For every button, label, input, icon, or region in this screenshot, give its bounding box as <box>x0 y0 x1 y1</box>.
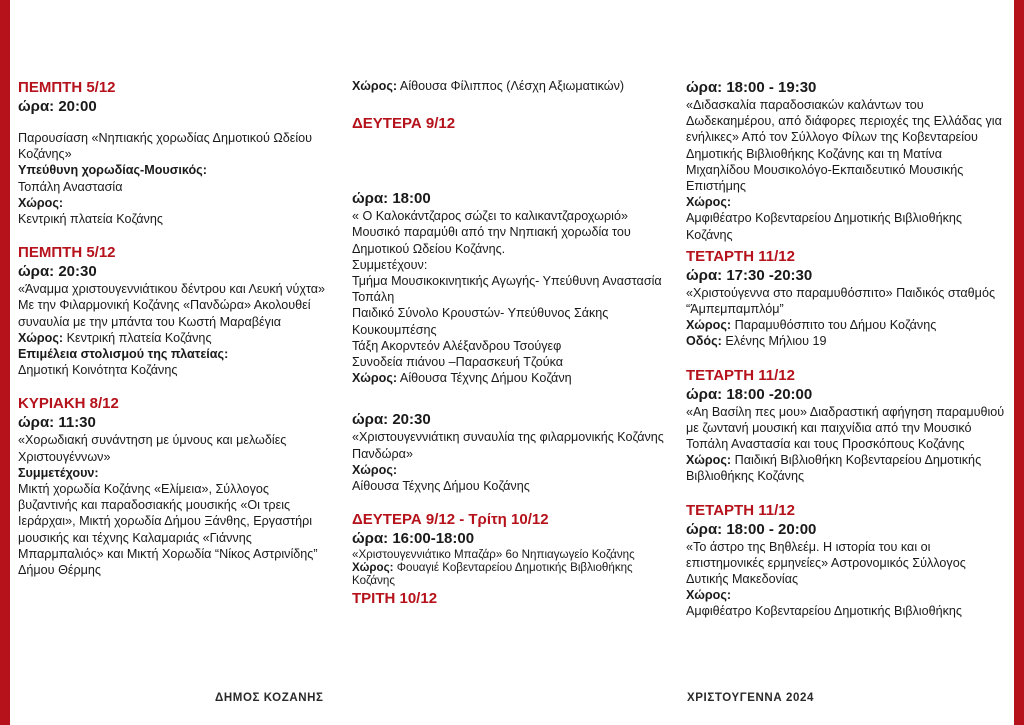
venue-line <box>352 561 670 587</box>
address-value: Ελένης Μήλιου 19 <box>721 334 827 349</box>
event-description: «Το άστρο της Βηθλεέμ. Η ιστορία του και οι επιστημονικές ερμηνείες» Αστρονομικός Σύλλογος Δυτικής Μακεδονίας <box>686 539 966 587</box>
event-time: ώρα: 20:00 <box>18 98 97 115</box>
venue-label: Χώρος: <box>686 588 732 603</box>
event-day: ΤΕΤΑΡΤΗ 11/12 <box>686 501 795 519</box>
venue-label: Χώρος: <box>18 195 64 210</box>
venue-label: Χώρος: <box>686 318 732 333</box>
column-2 <box>352 78 670 608</box>
venue-line <box>686 452 1008 484</box>
venue-line <box>686 317 1008 333</box>
venue-value: Αίθουσα Τέχνης Δήμου Κοζάνη <box>397 371 572 386</box>
field-value: Δημοτική Κοινότητα Κοζάνης <box>18 363 178 378</box>
event-day: ΤΡΙΤΗ 10/12 <box>352 590 438 608</box>
venue-line <box>352 370 670 386</box>
participant: Παιδικό Σύνολο Κρουστών- Υπεύθυνος Σάκης Κουκουμπέσης <box>352 306 609 337</box>
event-time: ώρα: 16:00-18:00 <box>352 530 475 548</box>
venue-label: Χώρος: <box>352 462 398 477</box>
footer-title: ΧΡΙΣΤΟΥΓΕΝΝΑ 2024 <box>687 692 815 704</box>
venue-value: Αμφιθέατρο Κοβενταρείου Δημοτικής Βιβλιοθήκης Κοζάνης <box>686 211 962 242</box>
event-time: ώρα: 20:30 <box>18 263 97 281</box>
event-time: ώρα: 18:00 - 20:00 <box>686 520 817 538</box>
event-description: «Άναμμα χριστουγεννιάτικου δέντρου και Λευκή νύχτα» Με την Φιλαρμονική Κοζάνης «Πανδώρα» Ακολουθεί συναυλία με την μπάντα του Κωστή Μαραβέγια <box>18 282 326 329</box>
event-time: ώρα: 20:30 <box>352 411 431 429</box>
participant: Συνοδεία πιάνου –Παρασκευή Τζούκα <box>352 355 564 370</box>
venue-value: Κεντρική πλατεία Κοζάνης <box>18 212 163 227</box>
venue-label: Χώρος: <box>352 371 398 386</box>
event-description: «Χορωδιακή συνάντηση με ύμνους και μελωδίες Χριστουγέννων» <box>18 433 287 464</box>
venue-line <box>18 330 330 346</box>
event-description: «Χριστούγεννα στο παραμυθόσπιτο» Παιδικός σταθμός “Άμπεμπαμπλόμ” <box>686 285 996 317</box>
event-time: ώρα: 11:30 <box>18 414 96 432</box>
event-day: ΠΕΜΠΤΗ 5/12 <box>18 244 116 262</box>
event-description: «Χριστουγεννιάτικο Μπαζάρ» 6ο Νηπιαγωγείο Κοζάνης <box>352 548 635 562</box>
venue-value: Φουαγιέ Κοβενταρείου Δημοτικής Βιβλιοθήκης Κοζάνης <box>352 561 633 588</box>
left-border <box>0 0 10 725</box>
column-3 <box>686 78 1008 620</box>
event-day: ΚΥΡΙΑΚΗ 8/12 <box>18 395 119 413</box>
event-description: «Αη Βασίλη πες μου» Διαδραστική αφήγηση παραμυθιού με ζωντανή μουσική και παιχνίδια από την Μουσικό Τοπάλη Αναστασία και τους Προσκόπους Κοζάνης <box>686 404 1005 452</box>
venue-label: Χώρος: <box>352 561 394 575</box>
venue-label: Χώρος: <box>18 330 64 345</box>
venue-value: Παραμυθόσπιτο του Δήμου Κοζάνης <box>731 318 937 333</box>
venue-value: Παιδική Βιβλιοθήκη Κοβενταρείου Δημοτικής Βιβλιοθήκης Κοζάνης <box>686 453 982 484</box>
event-time: ώρα: 18:00 -20:00 <box>686 385 813 403</box>
event-time: ώρα: 18:00 <box>352 190 431 208</box>
event-time: ώρα: 17:30 -20:30 <box>686 266 813 284</box>
event-description: «Χριστουγεννιάτικη συναυλία της φιλαρμονικής Κοζάνης Πανδώρα» <box>352 430 664 461</box>
venue-value: Κεντρική πλατεία Κοζάνης <box>63 330 212 345</box>
field-label: Υπεύθυνη χορωδίας-Μουσικός: <box>18 163 207 178</box>
venue-value: Αμφιθέατρο Κοβενταρείου Δημοτικής Βιβλιοθήκης <box>686 604 962 619</box>
venue-label: Χώρος: <box>686 195 732 210</box>
venue-value: Αίθουσα Φίλιππος (Λέσχη Αξιωματικών) <box>397 79 625 93</box>
field-label: Επιμέλεια στολισμού της πλατείας: <box>18 347 229 362</box>
participants-value: Μικτή χορωδία Κοζάνης «Ελίμεια», Σύλλογος βυζαντινής και παραδοσιακής μουσικής «Οι τρεις Ιεράρχαι», Μικτή χορωδία Δήμου Ξάνθης, Εργαστήρι μουσικής και τέχνης Καλαμαριάς «Γιάννης Μπαρμπαλιός» και Μικτή Χορωδία “Νίκος Αστρινίδης” Δήμου Θέρμης <box>18 482 318 578</box>
event-time: ώρα: 18:00 - 19:30 <box>686 79 817 96</box>
venue-label: Χώρος: <box>352 79 398 93</box>
event-day: ΔΕΥΤΕΡΑ 9/12 - Τρίτη 10/12 <box>352 511 549 529</box>
event-day: ΤΕΤΑΡΤΗ 11/12 <box>686 366 795 384</box>
event-description: Παρουσίαση «Νηπιακής χορωδίας Δημοτικού Ωδείου Κοζάνης» <box>18 131 313 162</box>
column-1 <box>18 78 330 578</box>
right-border <box>1014 0 1024 725</box>
event-description: «Διδασκαλία παραδοσιακών καλάντων του Δωδεκαημέρου, από διάφορες περιοχές της Ελλάδας για ενήλικες» Από τον Σύλλογο Φίλων της Κοβενταρείου Δημοτικής Βιβλιοθήκης Κοζάνης και τη Ματίνα Μιχαηλίδου Μουσικολόγο-Εκπαιδευτικό Μουσικής Επιστήμης <box>686 98 1002 194</box>
participant: Τάξη Ακορντεόν Αλέξανδρου Τσούγεφ <box>352 338 562 353</box>
event-day: ΠΕΜΠΤΗ 5/12 <box>18 79 116 96</box>
participant: Τμήμα Μουσικοκινητικής Αγωγής- Υπεύθυνη Αναστασία Τοπάλη <box>352 274 662 305</box>
participants-label: Συμμετέχουν: <box>352 257 428 272</box>
event-day: ΔΕΥΤΕΡΑ 9/12 <box>352 115 456 133</box>
footer-municipality: ΔΗΜΟΣ ΚΟΖΑΝΗΣ <box>215 692 324 704</box>
field-value: Τοπάλη Αναστασία <box>18 179 123 194</box>
event-description: « Ο Καλοκάντζαρος σώζει το καλικαντζαροχωριό» Μουσικό παραμύθι από την Νηπιακή χορωδία του Δημοτικού Ωδείου Κοζάνης. <box>352 209 631 256</box>
event-day: ΤΕΤΑΡΤΗ 11/12 <box>686 247 795 265</box>
participants-label: Συμμετέχουν: <box>18 465 99 480</box>
venue-line <box>352 78 670 94</box>
venue-value: Αίθουσα Τέχνης Δήμου Κοζάνης <box>352 479 530 494</box>
address-label: Οδός: <box>686 334 722 349</box>
address-line <box>686 333 1008 349</box>
venue-label: Χώρος: <box>686 453 732 468</box>
